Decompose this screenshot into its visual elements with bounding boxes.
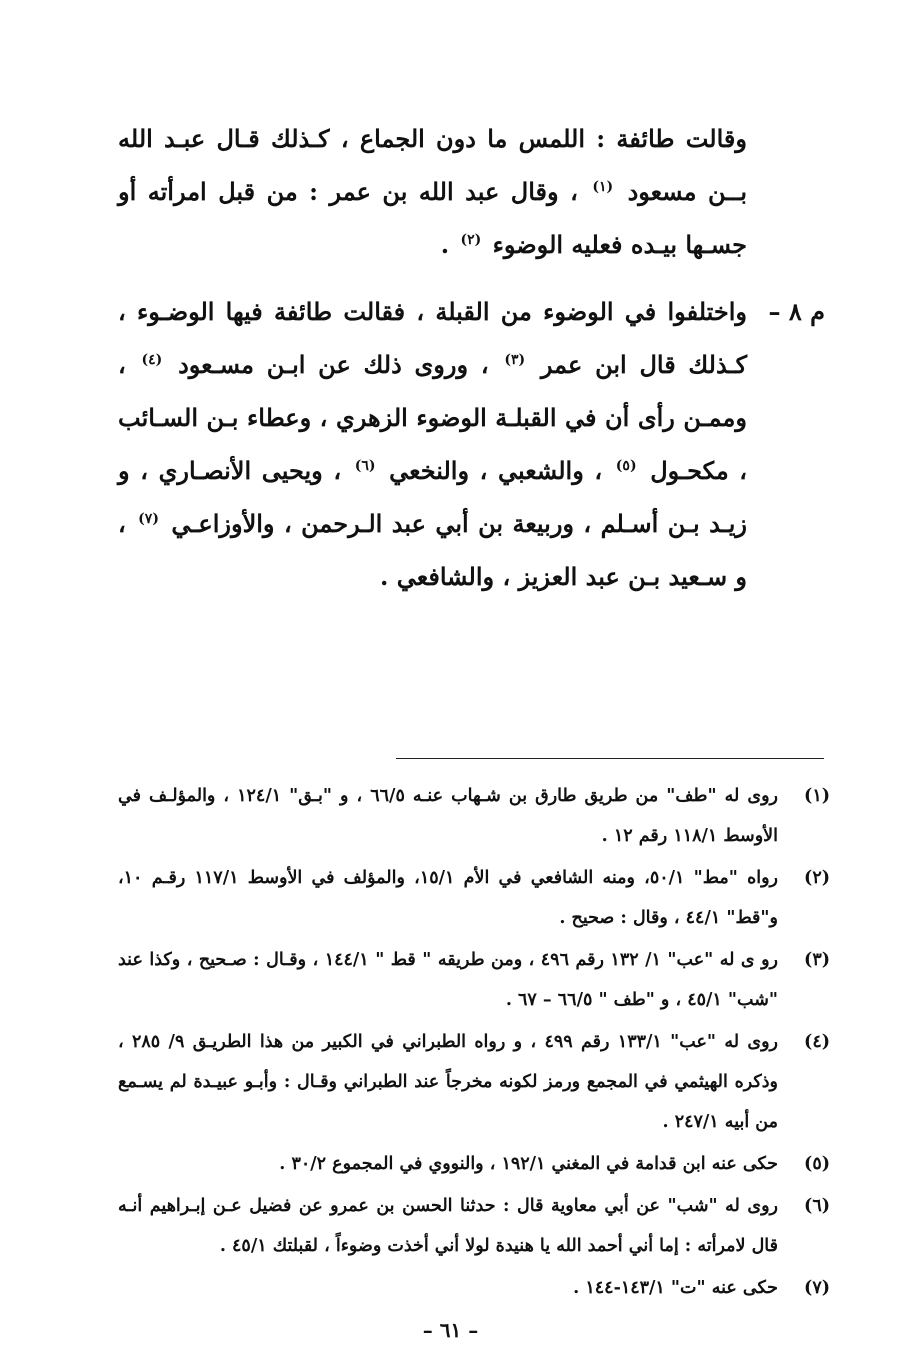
footnote-number: (٣) — [804, 950, 830, 970]
footnote-number: (١) — [804, 786, 830, 806]
footnote-number: (٢) — [804, 868, 830, 888]
footnote — [118, 1144, 830, 1184]
para2-text-3: ، وممـن رأى أن في القبلـة الوضوء الزهري ، وعطاء بـن السـائب ، مكحـول — [118, 350, 748, 485]
footnote — [118, 940, 830, 1020]
footnote-text: روى له "شب" عن أبي معاوية قال : حدثنا الحسن بن عمرو عن فضيل عـن إبـراهيم أنـه قال لامرأته : إما أني أحمد الله يا هنيدة لولا أني أخذت وضوءاً ، لقبلتك ٤٥/١ . — [118, 1196, 778, 1256]
footnote — [118, 1186, 830, 1266]
footnote-text: رواه "مط" ٥٠/١، ومنه الشافعي في الأم ١٥/١، والمؤلف في الأوسط ١١٧/١ رقـم ١٠، و"قط" ٤٤/١ ، وقال : صحيح . — [118, 868, 778, 928]
footnote-ref-5: (٥) — [615, 458, 637, 474]
para2-text-6: ، و سـعيد بـن عبد العزيز ، والشافعي . — [118, 509, 747, 591]
footnote-text: حكى عنه ابن قدامة في المغني ١٩٢/١ ، والنووي في المجموع ٣٠/٢ . — [279, 1154, 778, 1174]
para2-text-4: ، والشعبي ، والنخعي — [389, 456, 603, 485]
footnote-ref-2: (٢) — [460, 232, 482, 248]
footnote-number: (٦) — [804, 1196, 830, 1216]
footnotes — [118, 776, 830, 1310]
footnote — [118, 1022, 830, 1142]
para2-text-2: ، وروى ذلك عن ابـن مسـعود — [178, 350, 489, 379]
footnote-text: رو ى له "عب" ١/ ١٣٢ رقم ٤٩٦ ، ومن طريقه " قط " ١٤٤/١ ، وقـال : صـحيح ، وكذا عند "شب" ٤٥/١ ، و "طف " ٦٦/٥ – ٦٧ . — [118, 950, 779, 1010]
paragraph-2-body — [118, 285, 747, 603]
para2-text-5: ، ويحيى الأنصـاري ، و زيـد بـن أسـلم ، وربيعة بن أبي عبد الـرحمن ، والأوزاعـي — [118, 456, 748, 538]
footnote-number: (٥) — [804, 1154, 830, 1174]
item-number: م ٨ – — [768, 297, 825, 326]
paragraph-2 — [118, 285, 825, 603]
footnote-text: روى له "طف" من طريق طارق بن شـهاب عنـه ٦٦/٥ ، و "بـق" ١٢٤/١ ، والمؤلـف في الأوسط ١١٨/١ رقم ١٢ . — [118, 786, 778, 846]
para2-text-1: واختلفوا في الوضوء من القبلة ، فقالت طائفة فيها الوضـوء ، كـذلك قال ابن عمر — [118, 297, 748, 379]
para1-text-1: وقالت طائفة : اللمس ما دون الجماع ، كـذلك قـال عبـد الله بــن مسعود — [118, 124, 747, 206]
paragraph-1 — [118, 112, 825, 271]
footnote-text: حكى عنه "ت" ١٤٣/١-١٤٤ . — [573, 1278, 778, 1298]
footnote-separator — [396, 758, 824, 759]
footnote-ref-1: (١) — [592, 179, 614, 195]
footnote-ref-7: (٧) — [138, 511, 159, 527]
footnote-text: روى له "عب" ١٣٣/١ رقم ٤٩٩ ، و رواه الطبراني في الكبير من هذا الطريـق ٩/ ٢٨٥ ، وذكره الهيثمي في المجمع ورمز لكونه مخرجاً عند الطبراني وقـال : وأبـو عبيـدة لم يسـمع من أبيه ٢٤٧/١ . — [118, 1032, 779, 1132]
footnote-ref-3: (٣) — [504, 352, 526, 368]
footnote-ref-4: (٤) — [141, 352, 163, 368]
footnote-number: (٧) — [804, 1278, 830, 1298]
main-text — [118, 112, 825, 603]
footnote — [118, 776, 830, 856]
page-number: – ٦١ – — [422, 1318, 479, 1342]
para1-text-2: ، وقال عبد الله بن عمر : من قبل امرأته أو جسـها بيـده فعليه الوضوء — [118, 177, 747, 259]
footnote — [118, 858, 830, 938]
footnote-ref-6: (٦) — [354, 458, 376, 474]
footnote-number: (٤) — [804, 1032, 830, 1052]
footnote — [118, 1268, 830, 1308]
para1-text-3: . — [440, 230, 450, 259]
